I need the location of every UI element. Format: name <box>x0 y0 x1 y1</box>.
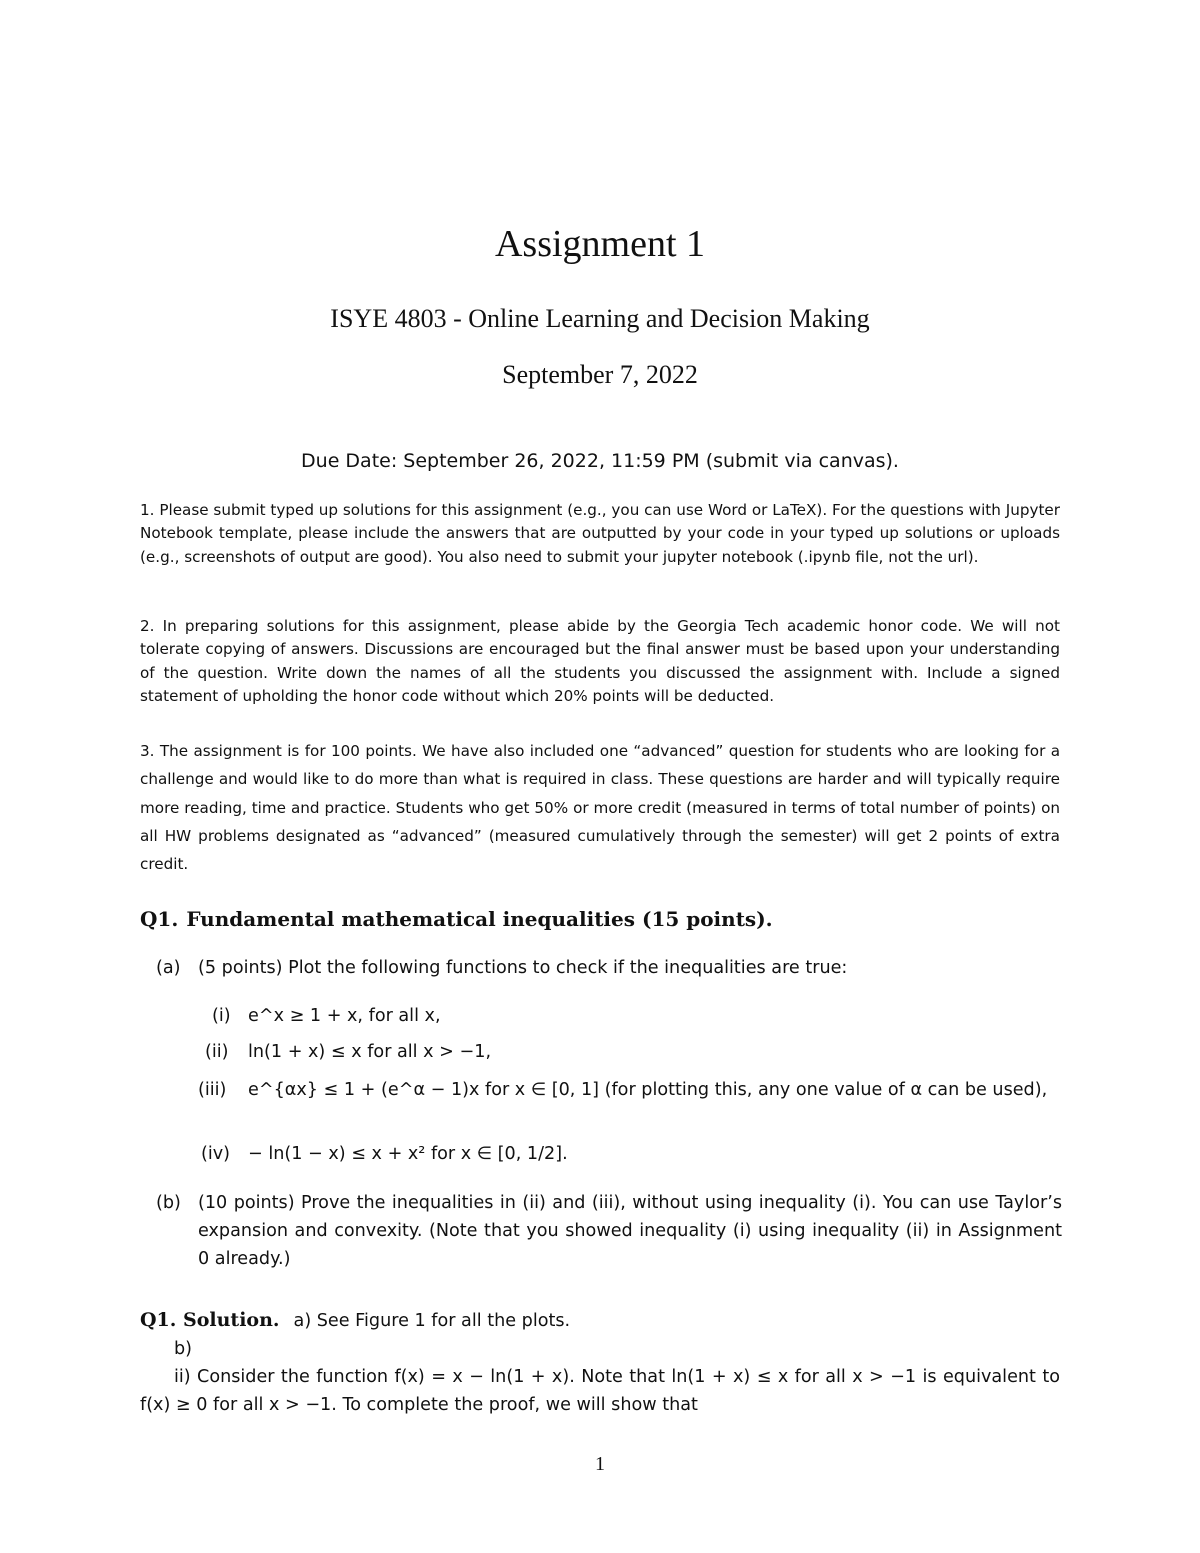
instruction-1: 1. Please submit typed up solutions for this assignment (e.g., you can use Word or LaTeX). For the questions with Jupyter Notebook template, please include the answers that are outputted by your code in your typed up solutions or uploads (e.g., screenshots of output are good). You also need to submit your jupyter notebook (.ipynb file, not the url). <box>140 501 1060 566</box>
item-iii-text: e^{αx} ≤ 1 + (e^α − 1)x for x ∈ [0, 1] (for plotting this, any one value of α can be used), <box>248 1080 1048 1100</box>
part-a-label: (a) <box>156 958 181 978</box>
solution-line-a <box>140 1306 1060 1335</box>
item-i-text: e^x ≥ 1 + x, for all x, <box>248 1006 441 1026</box>
document-title: Assignment 1 <box>494 223 706 265</box>
solution-label: Q1. Solution. <box>140 1309 280 1331</box>
part-b-label: (b) <box>156 1193 181 1213</box>
question-title: Fundamental mathematical inequalities (15 points). <box>186 907 773 931</box>
solution-ii-text: ii) Consider the function f(x) = x − ln(1 + x). Note that ln(1 + x) ≤ x for all x > −1 is equivalent to f(x) ≥ 0 for all x > −1. To complete the proof, we will show that <box>140 1367 1060 1415</box>
due-date: Due Date: September 26, 2022, 11:59 PM (submit via canvas). <box>301 450 899 472</box>
item-i-label: (i) <box>212 1006 231 1026</box>
instruction-2: 2. In preparing solutions for this assignment, please abide by the Georgia Tech academic honor code. We will not tolerate copying of answers. Discussions are encouraged but the final answer must be based upon your understanding of the question. Write down the names of all the students you discussed the assignment with. Include a signed statement of upholding the honor code without which 20% points will be deducted. <box>140 617 1060 705</box>
part-a-text: (5 points) Plot the following functions to check if the inequalities are true: <box>198 958 848 978</box>
question-label: Q1. <box>140 907 179 931</box>
item-iv-text: − ln(1 − x) ≤ x + x² for x ∈ [0, 1/2]. <box>248 1144 568 1164</box>
item-iii-label: (iii) <box>198 1080 227 1100</box>
item-ii-label: (ii) <box>205 1042 229 1062</box>
part-b-text: (10 points) Prove the inequalities in (ii) and (iii), without using inequality (i). You can use Taylor’s expansion and convexity. (Note that you showed inequality (i) using inequality (ii) in Assignment 0 already.) <box>198 1193 1062 1269</box>
document-date: September 7, 2022 <box>502 360 698 389</box>
page-number: 1 <box>595 1453 605 1475</box>
solution-b-text: b) <box>174 1339 193 1359</box>
solution-a-text: a) See Figure 1 for all the plots. <box>293 1311 571 1331</box>
item-ii-text: ln(1 + x) ≤ x for all x > −1, <box>248 1042 492 1062</box>
course-title: ISYE 4803 - Online Learning and Decision Making <box>330 304 870 333</box>
solution-block <box>140 1306 1060 1419</box>
item-iv-label: (iv) <box>201 1144 231 1164</box>
question-heading <box>140 907 773 931</box>
instruction-3: 3. The assignment is for 100 points. We have also included one “advanced” question for students who are looking for a challenge and would like to do more than what is required in class. These questions are harder and will typically require more reading, time and practice. Students who get 50% or more credit (measured in terms of total number of points) on all HW problems designated as “advanced” (measured cumulatively through the semester) will get 2 points of extra credit. <box>140 742 1060 874</box>
